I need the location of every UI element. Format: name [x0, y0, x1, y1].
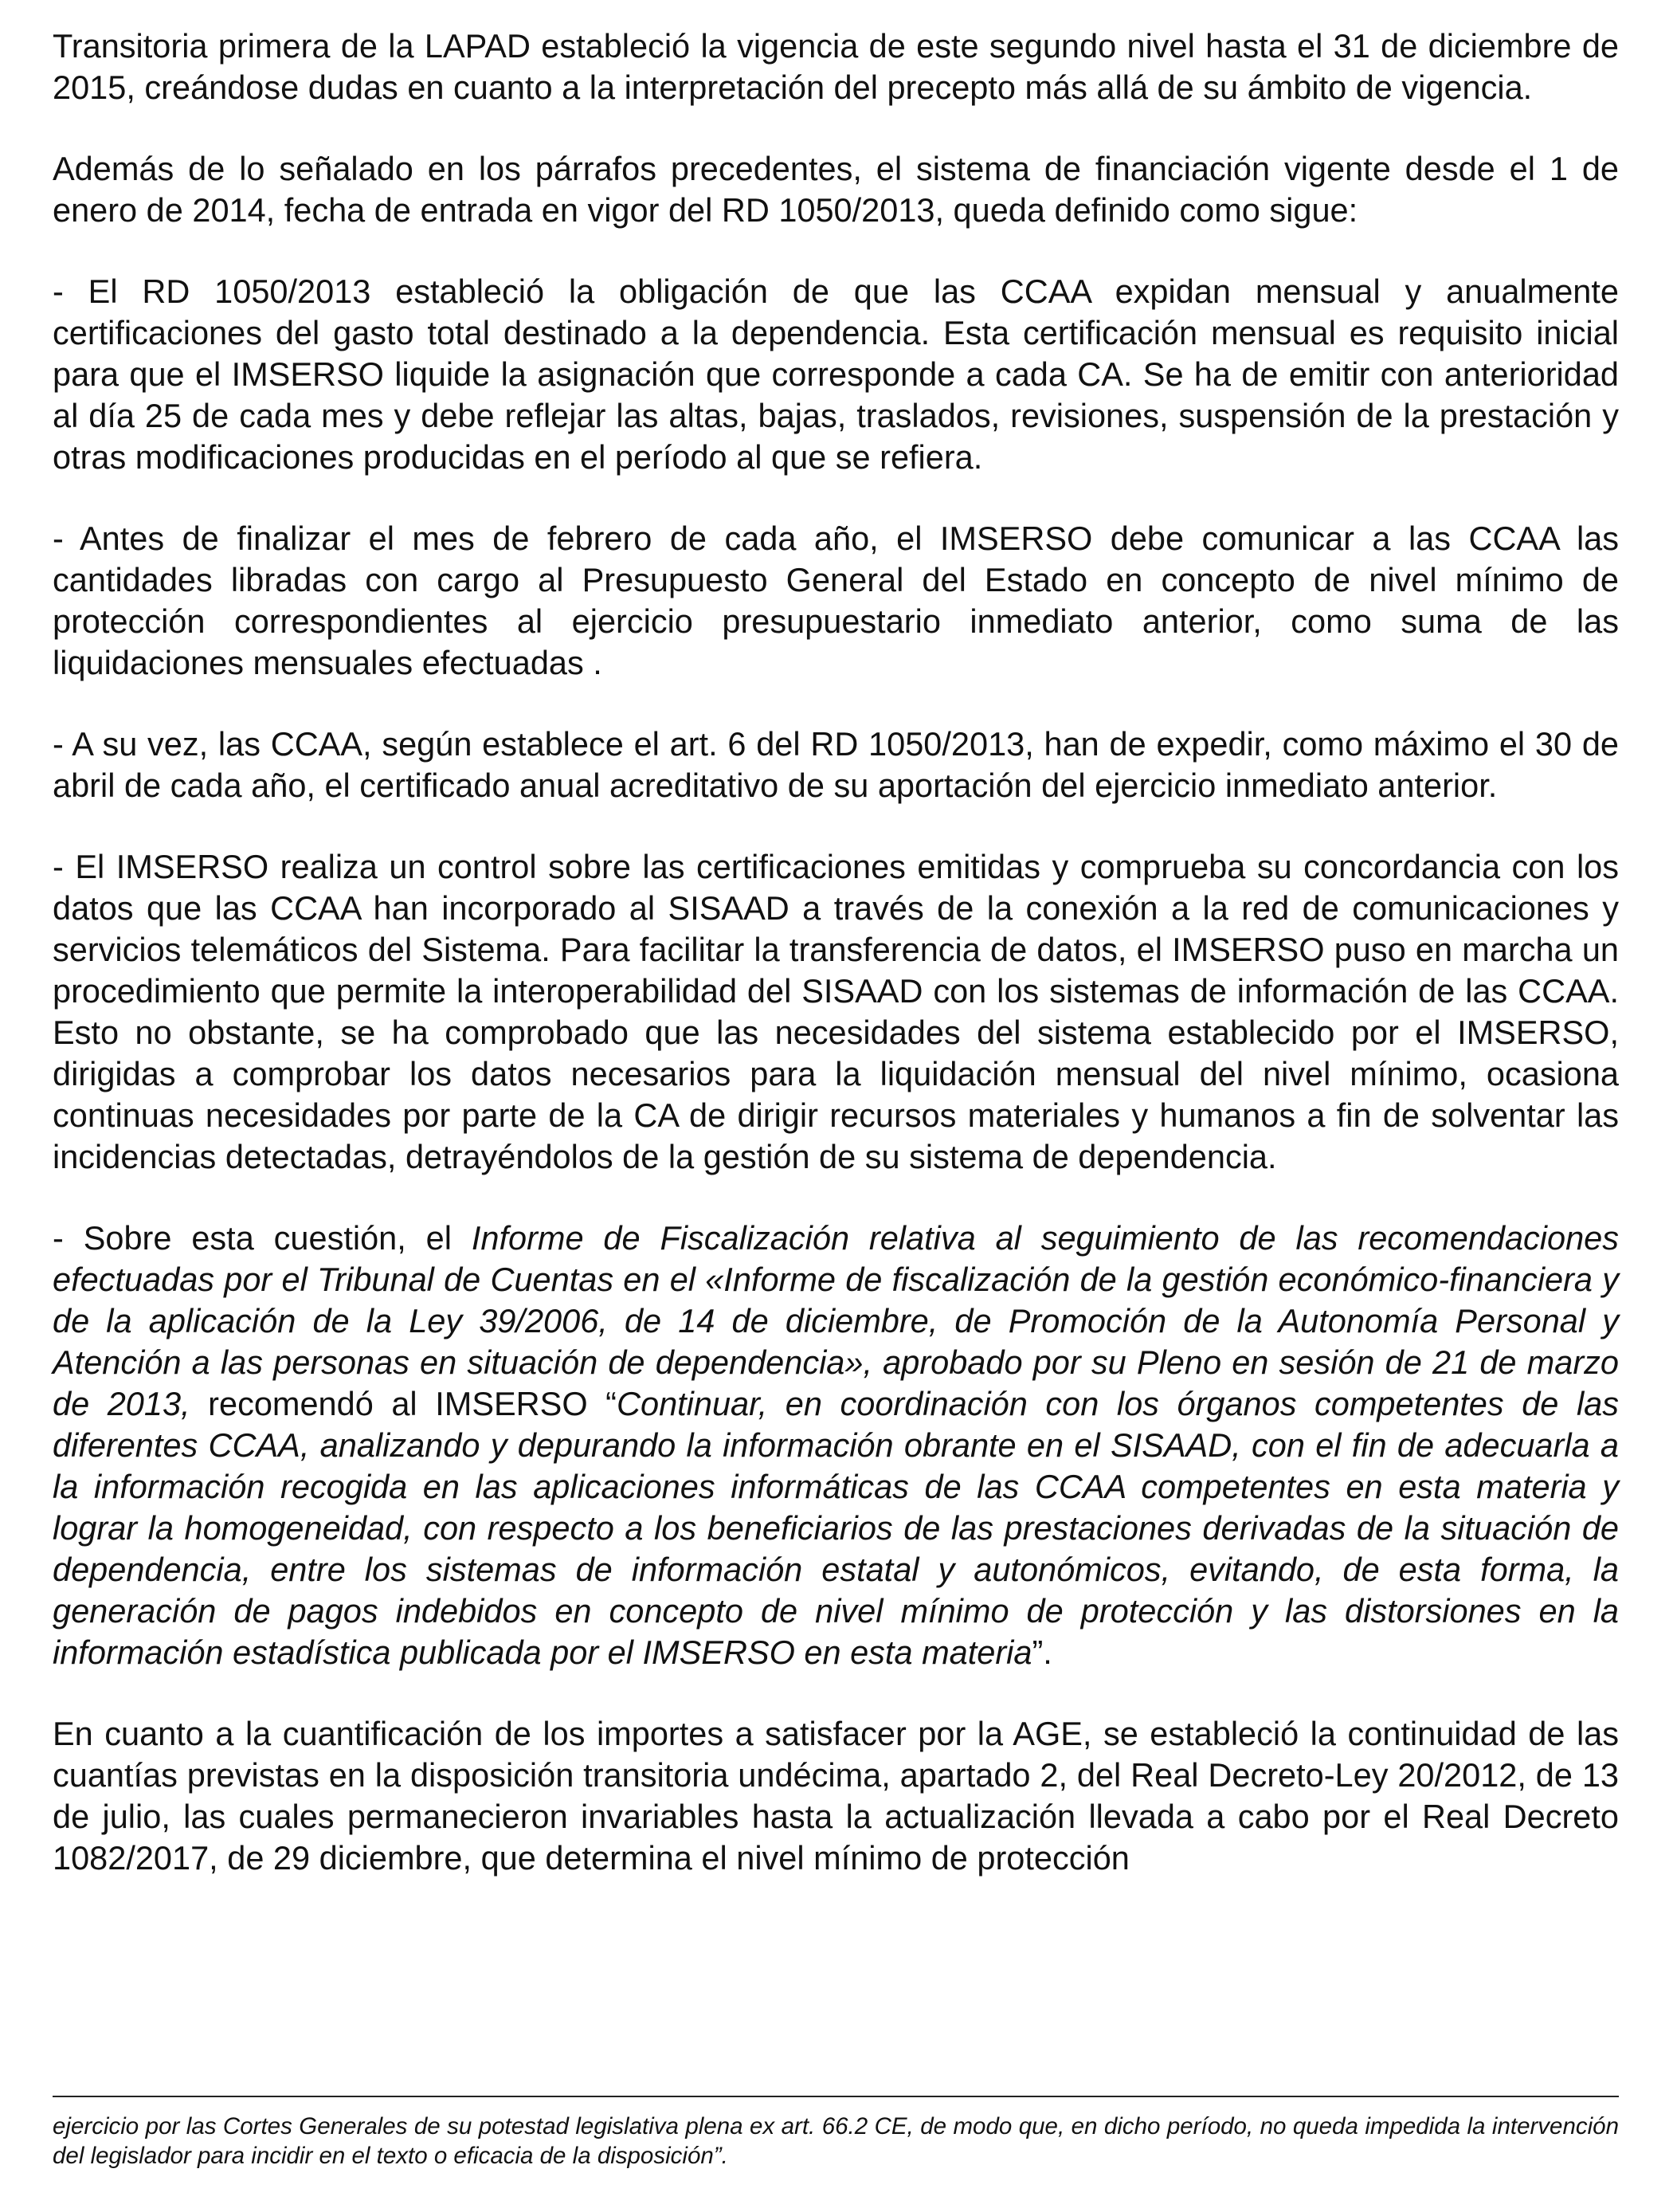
- paragraph-intro-vigencia: Transitoria primera de la LAPAD estableció la vigencia de este segundo nivel hasta el 31 de diciembre de 2015, creándose dudas en cuanto a la interpretación del precepto más allá de su ámbito de vigencia.: [53, 27, 1619, 106]
- recommendation-quote-italic: Continuar, en coordinación con los órganos competentes de las diferentes CCAA, analizando y depurando la información obrante en el SISAAD, con el fin de adecuarla a la información recogida en las aplicaciones informáticas de las CCAA competentes en esta materia y lograr la homogeneidad, con respecto a los beneficiarios de las prestaciones derivadas de la situación de dependencia, entre los sistemas de información estatal y autonómicos, evitando, de esta forma, la generación de pagos indebidos en concepto de nivel mínimo de protección y las distorsiones en la información estadística publicada por el IMSERSO en esta materia: [53, 1385, 1619, 1671]
- list-item-comunicacion-febrero: - Antes de finalizar el mes de febrero de cada año, el IMSERSO debe comunicar a las CCAA las cantidades libradas con cargo al Presupuesto General del Estado en concepto de nivel mínimo de protección correspondientes al ejercicio presupuestario inmediato anterior, como suma de las liquidaciones mensuales efectuadas .: [53, 520, 1619, 681]
- bullet-lead-text: - Sobre esta cuestión, el: [53, 1219, 472, 1257]
- footnote-text: ejercicio por las Cortes Generales de su potestad legislativa plena ex art. 66.2 CE, de modo que, en dicho período, no queda impedida la intervención del legislador para incidir en el texto o eficacia de la disposición”.: [53, 2113, 1619, 2169]
- bullet-tail-text: ”.: [1032, 1634, 1052, 1671]
- list-item-control-imserso: - El IMSERSO realiza un control sobre las certificaciones emitidas y comprueba su concordancia con los datos que las CCAA han incorporado al SISAAD a través de la conexión a la red de comunicaciones y servicios telemáticos del Sistema. Para facilitar la transferencia de datos, el IMSERSO puso en marcha un procedimiento que permite la interoperabilidad del SISAAD con los sistemas de información de las CCAA. Esto no obstante, se ha comprobado que las necesidades del sistema establecido por el IMSERSO, dirigidas a comprobar los datos necesarios para la liquidación mensual del nivel mínimo, ocasiona continuas necesidades por parte de la CA de dirigir recursos materiales y humanos a fin de solventar las incidencias detectadas, detrayéndolos de la gestión de su sistema de dependencia.: [53, 848, 1619, 1175]
- list-item-informe-fiscalizacion: [53, 1218, 1619, 1673]
- document-body: [53, 25, 1619, 1919]
- report-title-italic: Informe de Fiscalización relativa al seguimiento de las recomendaciones efectuadas por el Tribunal de Cuentas en el «Informe de fiscalización de la gestión económico-financiera y de la aplicación de la Ley 39/2006, de 14 de diciembre, de Promoción de la Autonomía Personal y Atención a las personas en situación de dependencia», aprobado por su Pleno en sesión de 21 de marzo de 2013,: [53, 1219, 1619, 1422]
- paragraph-cuantificacion-importes: En cuanto a la cuantificación de los importes a satisfacer por la AGE, se estableció la continuidad de las cuantías previstas en la disposición transitoria undécima, apartado 2, del Real Decreto-Ley 20/2012, de 13 de julio, las cuales permanecieron invariables hasta la actualización llevada a cabo por el Real Decreto 1082/2017, de 29 diciembre, que determina el nivel mínimo de protección: [53, 1715, 1619, 1877]
- list-item-certificado-anual: - A su vez, las CCAA, según establece el art. 6 del RD 1050/2013, han de expedir, como máximo el 30 de abril de cada año, el certificado anual acreditativo de su aportación del ejercicio inmediato anterior.: [53, 725, 1619, 804]
- list-item-certificaciones: - El RD 1050/2013 estableció la obligación de que las CCAA expidan mensual y anualmente certificaciones del gasto total destinado a la dependencia. Esta certificación mensual es requisito inicial para que el IMSERSO liquide la asignación que corresponde a cada CA. Se ha de emitir con anterioridad al día 25 de cada mes y debe reflejar las altas, bajas, traslados, revisiones, suspensión de la prestación y otras modificaciones producidas en el período al que se refiera.: [53, 273, 1619, 476]
- paragraph-sistema-financiacion: Además de lo señalado en los párrafos precedentes, el sistema de financiación vigente desde el 1 de enero de 2014, fecha de entrada en vigor del RD 1050/2013, queda definido como sigue:: [53, 150, 1619, 229]
- bullet-mid-text: recomendó al IMSERSO “: [190, 1385, 617, 1422]
- footnote-divider: [53, 2096, 1619, 2097]
